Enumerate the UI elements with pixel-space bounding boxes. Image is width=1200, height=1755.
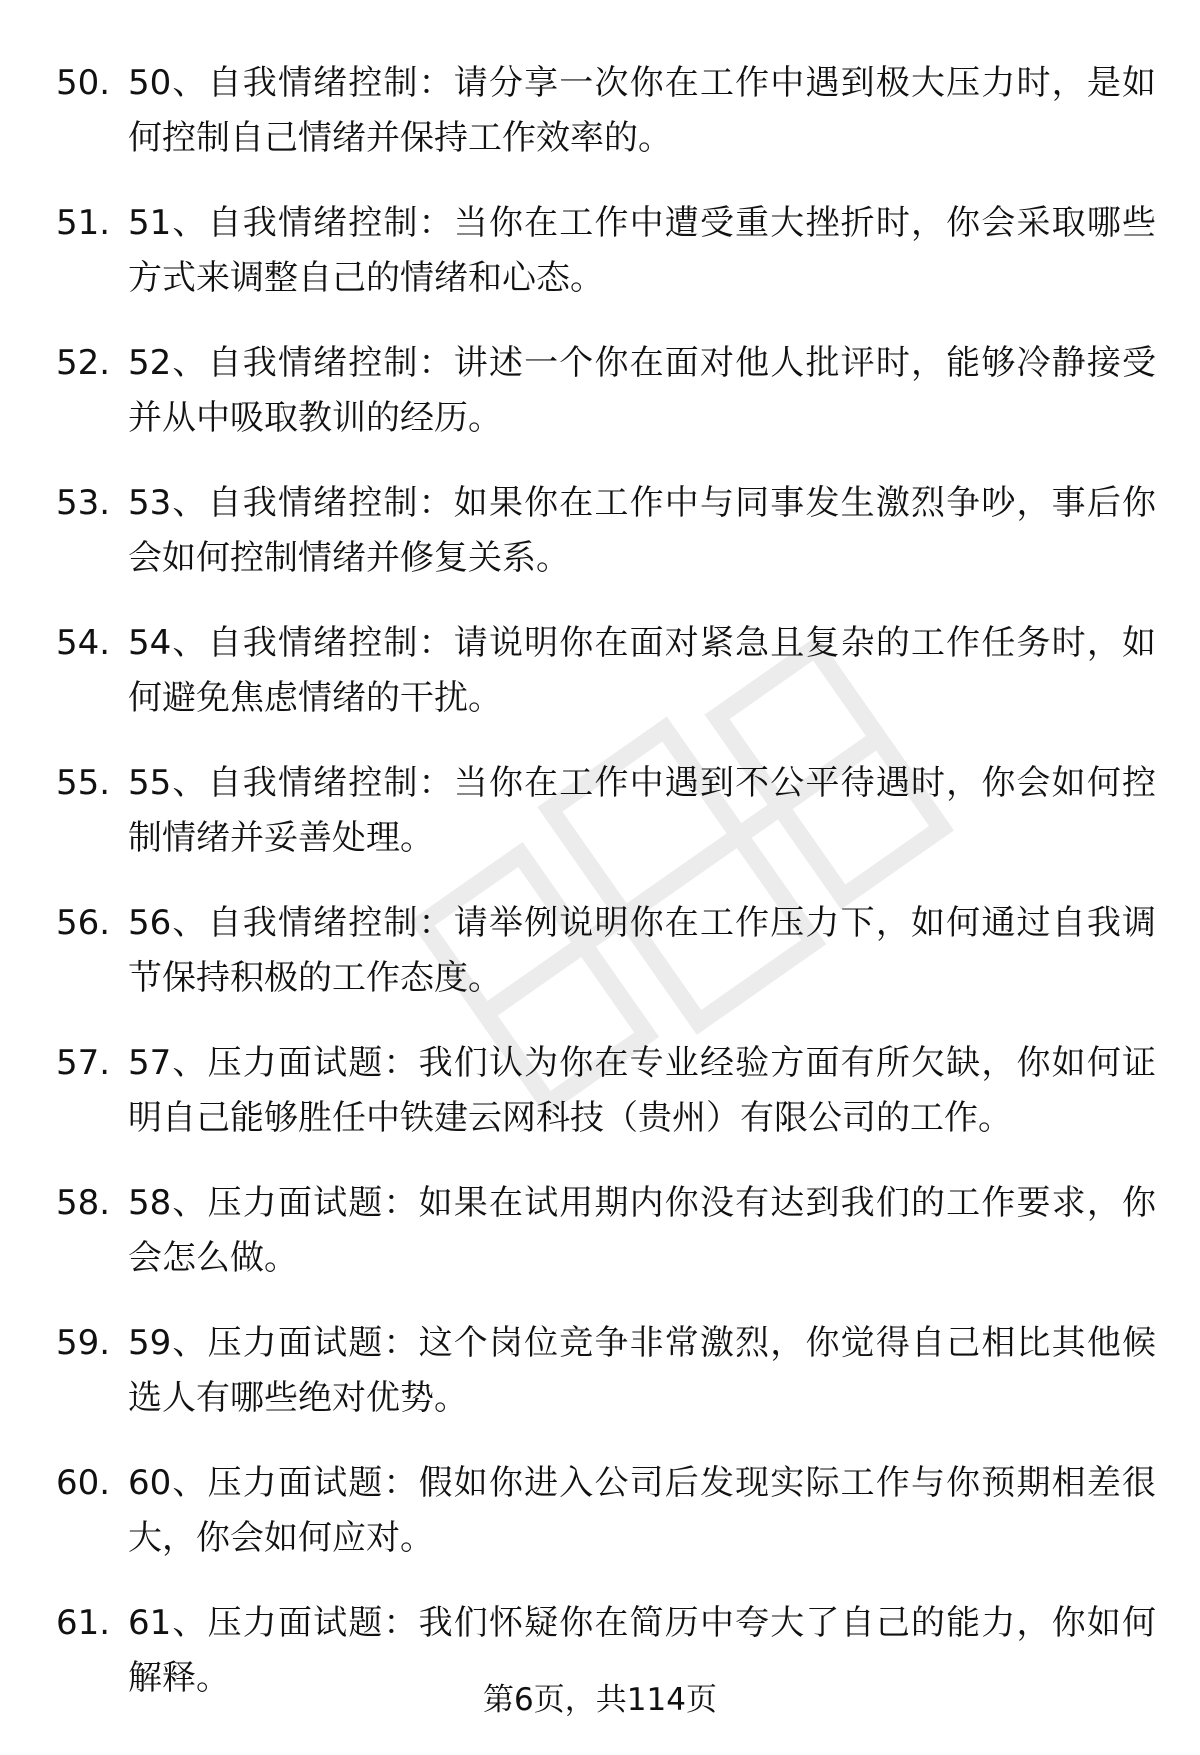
item-text: 50、自我情绪控制：请分享一次你在工作中遇到极大压力时，是如何控制自己情绪并保持工作效率的。 [128, 63, 1156, 158]
item-number: 53. [56, 483, 111, 523]
list-item [56, 1456, 1156, 1566]
item-text: 60、压力面试题：假如你进入公司后发现实际工作与你预期相差很大，你会如何应对。 [128, 1463, 1156, 1558]
list-item [56, 1176, 1156, 1286]
item-text: 54、自我情绪控制：请说明你在面对紧急且复杂的工作任务时，如何避免焦虑情绪的干扰。 [128, 623, 1156, 718]
item-number: 52. [56, 343, 111, 383]
item-text: 53、自我情绪控制：如果你在工作中与同事发生激烈争吵，事后你会如何控制情绪并修复关系。 [128, 483, 1156, 578]
question-list [56, 56, 1156, 1736]
item-number: 55. [56, 763, 111, 803]
item-number: 61. [56, 1603, 111, 1643]
item-text: 57、压力面试题：我们认为你在专业经验方面有所欠缺，你如何证明自己能够胜任中铁建云网科技（贵州）有限公司的工作。 [128, 1043, 1156, 1138]
item-text: 55、自我情绪控制：当你在工作中遇到不公平待遇时，你会如何控制情绪并妥善处理。 [128, 763, 1156, 858]
list-item [56, 336, 1156, 446]
item-text: 61、压力面试题：我们怀疑你在简历中夸大了自己的能力，你如何解释。 [128, 1603, 1156, 1698]
item-text: 56、自我情绪控制：请举例说明你在工作压力下，如何通过自我调节保持积极的工作态度。 [128, 903, 1156, 998]
list-item [56, 1316, 1156, 1426]
list-item [56, 616, 1156, 726]
item-number: 59. [56, 1323, 111, 1363]
item-number: 60. [56, 1463, 111, 1503]
item-number: 58. [56, 1183, 111, 1223]
item-number: 56. [56, 903, 111, 943]
item-text: 59、压力面试题：这个岗位竞争非常激烈，你觉得自己相比其他候选人有哪些绝对优势。 [128, 1323, 1156, 1418]
list-item [56, 196, 1156, 306]
list-item [56, 756, 1156, 866]
item-text: 58、压力面试题：如果在试用期内你没有达到我们的工作要求，你会怎么做。 [128, 1183, 1156, 1278]
item-number: 57. [56, 1043, 111, 1083]
item-number: 54. [56, 623, 111, 663]
item-text: 52、自我情绪控制：讲述一个你在面对他人批评时，能够冷静接受并从中吸取教训的经历。 [128, 343, 1156, 438]
list-item [56, 56, 1156, 166]
item-number: 51. [56, 203, 111, 243]
item-number: 50. [56, 63, 111, 103]
list-item [56, 896, 1156, 1006]
page-footer: 第6页，共114页 [483, 1682, 717, 1718]
list-item [56, 1036, 1156, 1146]
item-text: 51、自我情绪控制：当你在工作中遭受重大挫折时，你会采取哪些方式来调整自己的情绪和心态。 [128, 203, 1156, 298]
list-item [56, 476, 1156, 586]
